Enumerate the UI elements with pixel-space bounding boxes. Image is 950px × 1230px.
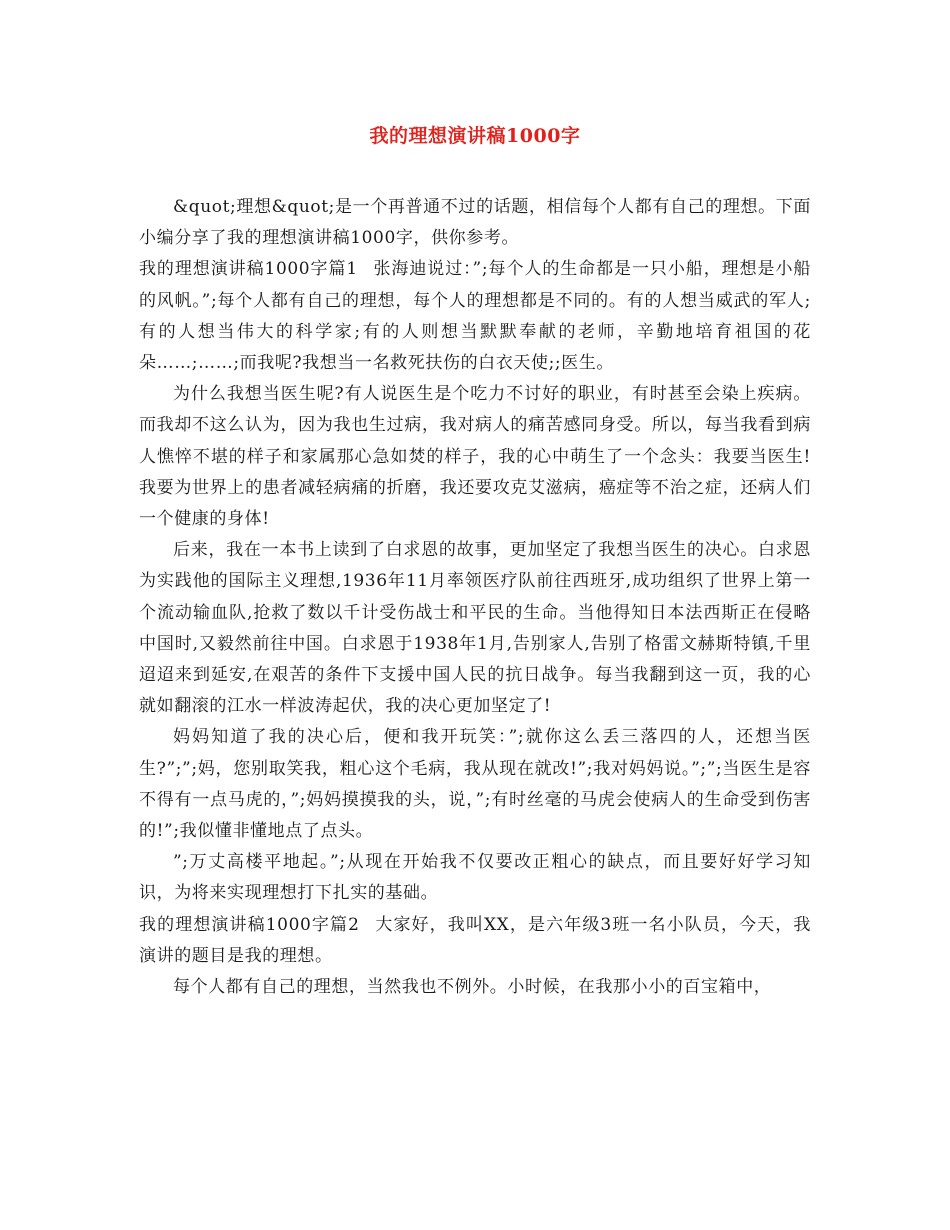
- document-body: [139, 192, 811, 1003]
- section-2-paragraph: [139, 910, 811, 972]
- section-2-text: 大家好，我叫XX，是六年级3班一名小队员，今天，我演讲的题目是我的理想。: [139, 914, 811, 966]
- section-heading-2: 我的理想演讲稿1000字篇2: [139, 914, 360, 935]
- intro-paragraph: &quot;理想&quot;是一个再普通不过的话题，相信每个人都有自己的理想。下面小编分享了我的理想演讲稿1000字，供你参考。: [139, 197, 811, 249]
- section-1-paragraph: [139, 254, 811, 379]
- section-1-text: 张海迪说过：”;每个人的生命都是一只小船，理想是小船的风帆。”;每个人都有自己的理想，每个人的理想都是不同的。有的人想当威武的军人;有的人想当伟大的科学家;有的人则想当默默奉献的老师，辛勤地培育祖国的花朵……;……;而我呢?我想当一名救死扶伤的白衣天使;;医生。: [139, 259, 811, 374]
- body-paragraph: 每个人都有自己的理想，当然我也不例外。小时候，在我那小小的百宝箱中，: [173, 977, 772, 998]
- body-paragraph: 后来，我在一本书上读到了白求恩的故事，更加坚定了我想当医生的决心。白求恩为实践他的国际主义理想,1936年11月率领医疗队前往西班牙,成功组织了世界上第一个流动输血队,抢救了数以千计受伤战士和平民的生命。当他得知日本法西斯正在侵略中国时,又毅然前往中国。白求恩于1938年1月,告别家人,告别了格雷文赫斯特镇,千里迢迢来到延安,在艰苦的条件下支援中国人民的抗日战争。每当我翻到这一页，我的心就如翻滚的江水一样波涛起伏，我的决心更加坚定了!: [139, 540, 811, 717]
- body-paragraph: ”;万丈高楼平地起。”;从现在开始我不仅要改正粗心的缺点，而且要好好学习知识，为将来实现理想打下扎实的基础。: [139, 852, 811, 904]
- body-paragraph: 妈妈知道了我的决心后，便和我开玩笑：”;就你这么丢三落四的人，还想当医生?”;”;妈，您别取笑我，粗心这个毛病，我从现在就改!”;我对妈妈说。”;”;当医生是容不得有一点马虎的，”;妈妈摸摸我的头，说，”;有时丝毫的马虎会使病人的生命受到伤害的!”;我似懂非懂地点了点头。: [139, 727, 811, 842]
- document-page: [139, 0, 811, 1003]
- section-heading-1: 我的理想演讲稿1000字篇1: [139, 259, 358, 280]
- body-paragraph: 为什么我想当医生呢?有人说医生是个吃力不讨好的职业，有时甚至会染上疾病。而我却不这么认为，因为我也生过病，我对病人的痛苦感同身受。所以，每当我看到病人憔悴不堪的样子和家属那心急如焚的样子，我的心中萌生了一个念头：我要当医生!我要为世界上的患者减轻病痛的折磨，我还要攻克艾滋病，癌症等不治之症，还病人们一个健康的身体!: [139, 384, 811, 530]
- document-title: 我的理想演讲稿1000字: [369, 125, 581, 147]
